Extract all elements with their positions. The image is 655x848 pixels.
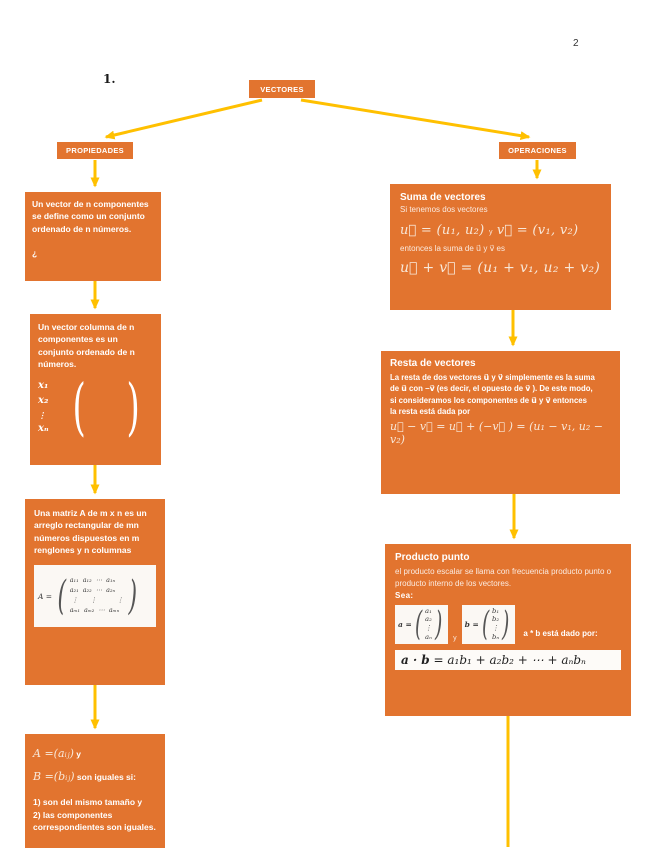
suma-intro: Si tenemos dos vectores <box>400 205 488 214</box>
matrix-label: A = <box>38 591 53 601</box>
suma-result: u⃗ + v⃗ = (u₁ + v₁, u₂ + v₂) <box>400 260 601 276</box>
vector-b-entry: b₁ <box>492 606 500 615</box>
big-paren-open: ( <box>71 370 86 444</box>
vector-b-paren-close: ) <box>502 604 510 645</box>
vector-columna-text: Un vector columna de n componentes es un conjunto ordenado de n números. <box>38 322 135 369</box>
suma-math-u: u⃗ = (u₁, u₂) <box>400 223 485 238</box>
matrices-iguales-after: son iguales si: <box>74 772 136 783</box>
list-marker: 1. <box>103 72 116 86</box>
vector-b-entry: b₂ <box>492 615 500 624</box>
vector-b-paren-open: ( <box>481 604 490 645</box>
big-paren-close: ) <box>126 370 140 444</box>
column-entry: ⋮ <box>38 409 46 420</box>
vector-a-entry: a₂ <box>425 615 432 624</box>
matrix-paren-close: ) <box>128 573 138 620</box>
producto-conj: y <box>453 634 457 642</box>
column-vector-figure <box>38 370 153 444</box>
matrices-iguales-conj: y <box>73 749 82 759</box>
vector-a-entry: a₁ <box>425 606 432 615</box>
node-producto-punto <box>385 544 631 716</box>
node-resta-de-vectores <box>381 351 620 494</box>
vector-definition-text: Un vector de n componentes se define como un conjunto ordenado de n números. <box>32 199 149 234</box>
dot-product-lhs: a · b <box>401 652 430 667</box>
matriz-definicion-text: Una matriz A de m x n es un arreglo rectangular de mn números dispuestos en m renglones y n columnas <box>34 508 147 555</box>
matrices-iguales-item2: 2) las componentes correspondientes son iguales. <box>33 809 156 832</box>
producto-given: a * b está dado por: <box>523 629 598 639</box>
node-propiedades <box>57 142 133 159</box>
column-entry: xₙ <box>38 423 49 435</box>
node-vectores <box>249 80 315 98</box>
vector-a-paren-close: ) <box>434 604 443 645</box>
node-operaciones-label: OPERACIONES <box>508 146 567 155</box>
vector-a-entry: aₙ <box>425 633 432 642</box>
producto-title: Producto punto <box>395 552 470 563</box>
node-matriz-definicion <box>25 499 165 685</box>
arrow-root-to-operaciones <box>301 100 529 137</box>
node-matrices-iguales <box>25 734 165 848</box>
column-entry: x₂ <box>38 395 49 407</box>
vector-a-paren-open: ( <box>414 604 423 645</box>
resta-body: La resta de dos vectores u⃗ y v⃗ simplemente es la suma de u⃗ con −v⃗ (es decir, el opuesto de v⃗ ). De este modo, si consideramos los componentes de u⃗ y v⃗ entonces la resta está dada por <box>390 373 595 416</box>
node-vectores-label: VECTORES <box>260 84 304 94</box>
suma-conj: y <box>488 229 493 236</box>
vector-a-figure <box>395 605 448 644</box>
node-vector-columna <box>30 314 161 465</box>
suma-math-v: v⃗ = (v₁, v₂) <box>496 223 579 238</box>
vector-definition-footer: ¿ <box>32 247 38 258</box>
page-number: 2 <box>573 38 579 49</box>
resta-title: Resta de vectores <box>390 358 476 369</box>
matrices-iguales-item1: 1) son del mismo tamaño y <box>33 797 143 808</box>
matrix-row: a₂₁ a₂₂ ⋯ a₂ₙ <box>69 586 116 595</box>
vector-b-label: b = <box>464 619 479 629</box>
node-suma-de-vectores <box>390 184 611 310</box>
matrix-figure <box>34 565 156 627</box>
node-operaciones <box>499 142 576 159</box>
matrices-iguales-math-b: B =(bᵢⱼ) <box>33 770 75 784</box>
column-entry: x₁ <box>38 379 49 391</box>
vector-a-label: a = <box>398 619 412 629</box>
node-vector-definition <box>25 192 161 281</box>
vector-b-entry: bₙ <box>492 633 500 642</box>
matrix-row: aₘ₁ aₘ₂ ⋯ aₘₙ <box>69 606 120 615</box>
resta-formula: u⃗ − v⃗ = u⃗ + (−v⃗ ) = (u₁ − v₁, u₂ − v₂) <box>390 420 603 447</box>
suma-mid: entonces la suma de u⃗ y v⃗ es <box>400 244 505 253</box>
arrow-root-to-propiedades <box>106 100 262 137</box>
matrix-row: a₁₁ a₁₂ ⋯ a₁ₙ <box>69 576 116 585</box>
vector-a-entry: ⋮ <box>425 624 432 633</box>
suma-title: Suma de vectores <box>400 192 486 203</box>
vector-b-entry: ⋮ <box>492 624 499 633</box>
producto-body: el producto escalar se llama con frecuencia producto punto o producto interno de los vectores. <box>395 567 612 588</box>
producto-sea: Sea: <box>395 591 414 600</box>
matrix-paren-open: ( <box>57 573 67 620</box>
vector-b-figure <box>462 605 516 644</box>
dot-product-formula <box>395 650 621 670</box>
producto-vectors-row <box>395 605 621 644</box>
dot-product-rhs: = a₁b₁ + a₂b₂ + ⋯ + aₙbₙ <box>429 652 586 667</box>
matrices-iguales-math-a: A =(aᵢⱼ) <box>33 747 74 760</box>
matrix-row: ⋮ ⋮ ⋮ <box>69 596 126 605</box>
node-propiedades-label: PROPIEDADES <box>66 146 124 155</box>
